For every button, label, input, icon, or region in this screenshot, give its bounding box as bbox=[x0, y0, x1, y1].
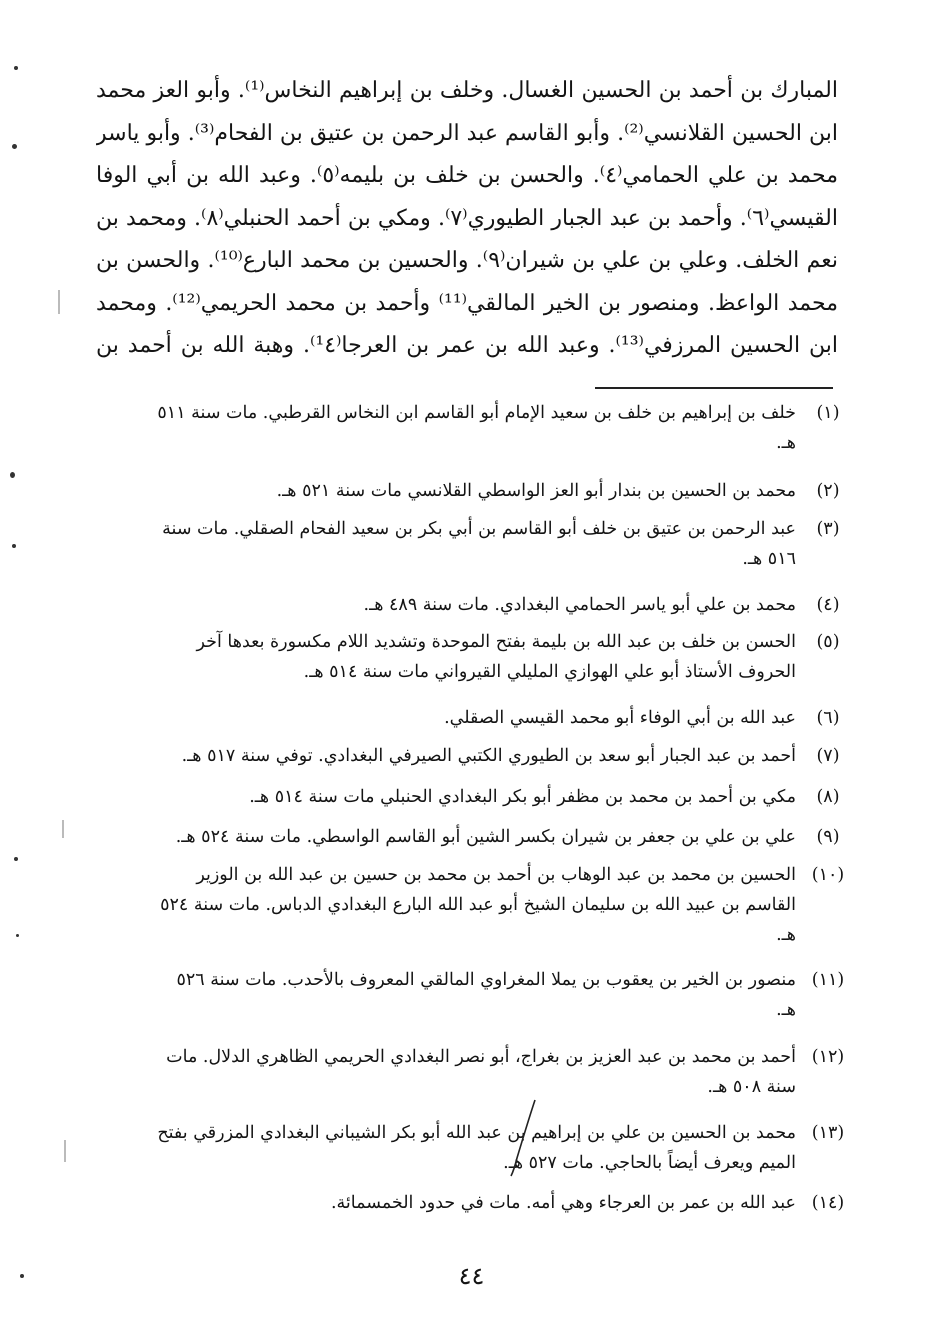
footnote-6 bbox=[96, 703, 848, 733]
footnote-line: منصور بن الخير بن يعقوب بن يملا المغراوي المالقي المعروف بالأحدب. مات سنة ٥٢٦ bbox=[176, 970, 796, 990]
scan-edge-mark bbox=[64, 1140, 66, 1162]
footnote-line: هـ. bbox=[776, 1000, 796, 1020]
body-line: محمد الواعظ. ومنصور بن الخير المالقي⁽¹¹⁾ وأحمد بن محمد الحريمي⁽¹²⁾. ومحمد bbox=[96, 290, 838, 316]
footnote-number: (٥) bbox=[816, 632, 840, 652]
footnote-text bbox=[96, 398, 796, 458]
footnote-line: القاسم بن عبيد الله بن سليمان الشيخ أبو عبد الله البارع البغدادي الدباس. مات سنة ٥٢٤ bbox=[160, 895, 796, 915]
footnote-line: مكي بن أحمد بن محمد بن مظفر أبو بكر البغدادي الحنبلي مات سنة ٥١٤ هـ. bbox=[249, 787, 796, 807]
footnote-text bbox=[96, 822, 796, 852]
footnote-7 bbox=[96, 741, 848, 771]
footnote-line: عبد الله بن عمر بن العرجاء وهي أمه. مات في حدود الخمسمائة. bbox=[330, 1193, 796, 1213]
footnote-number: (١١) bbox=[811, 970, 845, 990]
scan-speck bbox=[20, 1274, 24, 1278]
footnote-line: الميم ويعرف أيضاً بالحاجي. مات ٥٢٧ هـ. bbox=[503, 1153, 796, 1173]
scan-speck bbox=[14, 857, 18, 861]
footnote-number: (٣) bbox=[816, 519, 840, 539]
footnote-number: (١٣) bbox=[811, 1123, 845, 1143]
body-line: محمد بن علي الحمامي⁽٤⁾. والحسن بن خلف بن بليمه⁽٥⁾. وعبد الله بن أبي الوفا bbox=[96, 163, 838, 188]
footnote-line: الحروف الأستاذ أبو علي الهوازي المليلي القيرواني مات سنة ٥١٤ هـ. bbox=[303, 662, 796, 682]
footnote-8 bbox=[96, 782, 848, 812]
main-body-text bbox=[96, 70, 838, 368]
body-line: القيسي⁽٦⁾. وأحمد بن عبد الجبار الطيوري⁽٧⁾. ومكي بن أحمد الحنبلي⁽٨⁾. ومحمد بن bbox=[96, 205, 838, 231]
footnote-line: عبد الله بن أبي الوفاء أبو محمد القيسي الصقلي. bbox=[444, 708, 796, 728]
footnote-text bbox=[96, 476, 796, 506]
footnote-text bbox=[96, 1188, 796, 1218]
page-number: ٤٤ bbox=[458, 1262, 485, 1290]
footnote-12 bbox=[96, 1042, 848, 1102]
footnote-line: هـ. bbox=[776, 925, 796, 945]
footnote-text bbox=[96, 1118, 796, 1178]
footnote-3 bbox=[96, 514, 848, 574]
footnote-line: هـ. bbox=[776, 433, 796, 453]
footnote-line: علي بن علي بن جعفر بن شيران بكسر الشين أبو القاسم الواسطي. مات سنة ٥٢٤ هـ. bbox=[175, 827, 796, 847]
footnote-number: (١٢) bbox=[811, 1047, 845, 1067]
footnote-text bbox=[96, 782, 796, 812]
scan-speck bbox=[12, 144, 17, 149]
footnote-line: محمد بن الحسين بن بندار أبو العز الواسطي القلانسي مات سنة ٥٢١ هـ. bbox=[276, 481, 796, 501]
body-line: نعم الخلف. وعلي بن علي بن شيران⁽٩⁾. والحسين بن محمد البارع⁽¹⁰⁾. والحسن بن bbox=[96, 248, 838, 273]
footnote-number: (٤) bbox=[816, 595, 840, 615]
footnote-number: (٦) bbox=[816, 708, 840, 728]
footnote-14 bbox=[96, 1188, 848, 1218]
footnote-line: خلف بن إبراهيم بن خلف بن سعيد الإمام أبو القاسم ابن النخاس القرطبي. مات سنة ٥١١ bbox=[157, 403, 796, 423]
footnote-1 bbox=[96, 398, 848, 458]
scan-edge-mark bbox=[58, 290, 60, 314]
footnote-line: محمد بن علي أبو ياسر الحمامي البغدادي. مات سنة ٤٨٩ هـ. bbox=[363, 595, 796, 615]
footnote-text bbox=[96, 590, 796, 620]
footnote-text bbox=[96, 1042, 796, 1102]
scan-edge-mark bbox=[62, 820, 64, 838]
pen-mark-icon bbox=[505, 1098, 545, 1178]
footnote-number: (١٤) bbox=[811, 1193, 845, 1213]
footnote-5 bbox=[96, 627, 848, 687]
footnote-text bbox=[96, 514, 796, 574]
footnote-line: محمد بن الحسين بن علي بن إبراهيم بن عبد الله أبو بكر الشيباني البغدادي المزرقي بفتح bbox=[157, 1123, 796, 1143]
footnote-line: سنة ٥٠٨ هـ. bbox=[707, 1077, 796, 1097]
scan-speck bbox=[16, 934, 19, 937]
footnote-2 bbox=[96, 476, 848, 506]
body-line: ابن الحسين القلانسي⁽²⁾. وأبو القاسم عبد الرحمن بن عتيق بن الفحام⁽³⁾. وأبو ياسر bbox=[96, 120, 838, 146]
footnote-number: (١٠) bbox=[811, 865, 845, 885]
footnote-line: أحمد بن عبد الجبار أبو سعد بن الطيوري الكتبي الصيرفي البغدادي. توفي سنة ٥١٧ هـ. bbox=[181, 746, 796, 766]
footnote-9 bbox=[96, 822, 848, 852]
footnote-line: ٥١٦ هـ. bbox=[742, 549, 796, 569]
footnote-number: (٧) bbox=[816, 746, 840, 766]
footnote-line: الحسن بن خلف بن عبد الله بن بليمة بفتح الموحدة وتشديد اللام مكسورة بعدها آخر bbox=[196, 632, 796, 652]
scan-speck bbox=[12, 544, 16, 548]
footnote-13 bbox=[96, 1118, 848, 1178]
footnote-line: عبد الرحمن بن عتيق بن خلف أبو القاسم بن أبي بكر بن سعيد الفحام الصقلي. مات سنة bbox=[162, 519, 796, 539]
footnote-text bbox=[96, 703, 796, 733]
scan-speck bbox=[10, 472, 15, 478]
footnote-4 bbox=[96, 590, 848, 620]
footnote-number: (٢) bbox=[816, 481, 840, 501]
footnote-divider bbox=[595, 387, 833, 389]
footnote-number: (٩) bbox=[816, 827, 840, 847]
footnote-text bbox=[96, 965, 796, 1025]
footnote-line: الحسين بن محمد بن عبد الوهاب بن أحمد بن محمد بن حسين بن عبد الله بن الوزير bbox=[196, 865, 796, 885]
body-line: ابن الحسين المرزفي⁽¹³⁾. وعبد الله بن عمر بن العرجا⁽¹٤⁾. وهبة الله بن أحمد بن bbox=[96, 333, 838, 358]
footnote-text bbox=[96, 741, 796, 771]
footnote-number: (١) bbox=[816, 403, 840, 423]
footnote-line: أحمد بن محمد بن عبد العزيز بن بغراج، أبو نصر البغدادي الحريمي الظاهري الدلال. مات bbox=[166, 1047, 796, 1067]
footnote-text bbox=[96, 860, 796, 950]
footnote-number: (٨) bbox=[816, 787, 840, 807]
footnote-11 bbox=[96, 965, 848, 1025]
scan-speck bbox=[14, 66, 18, 70]
body-line: المبارك بن أحمد بن الحسين الغسال. وخلف بن إبراهيم النخاس⁽¹⁾. وأبو العز محمد bbox=[96, 78, 838, 103]
footnote-text bbox=[96, 627, 796, 687]
footnote-10 bbox=[96, 860, 848, 950]
